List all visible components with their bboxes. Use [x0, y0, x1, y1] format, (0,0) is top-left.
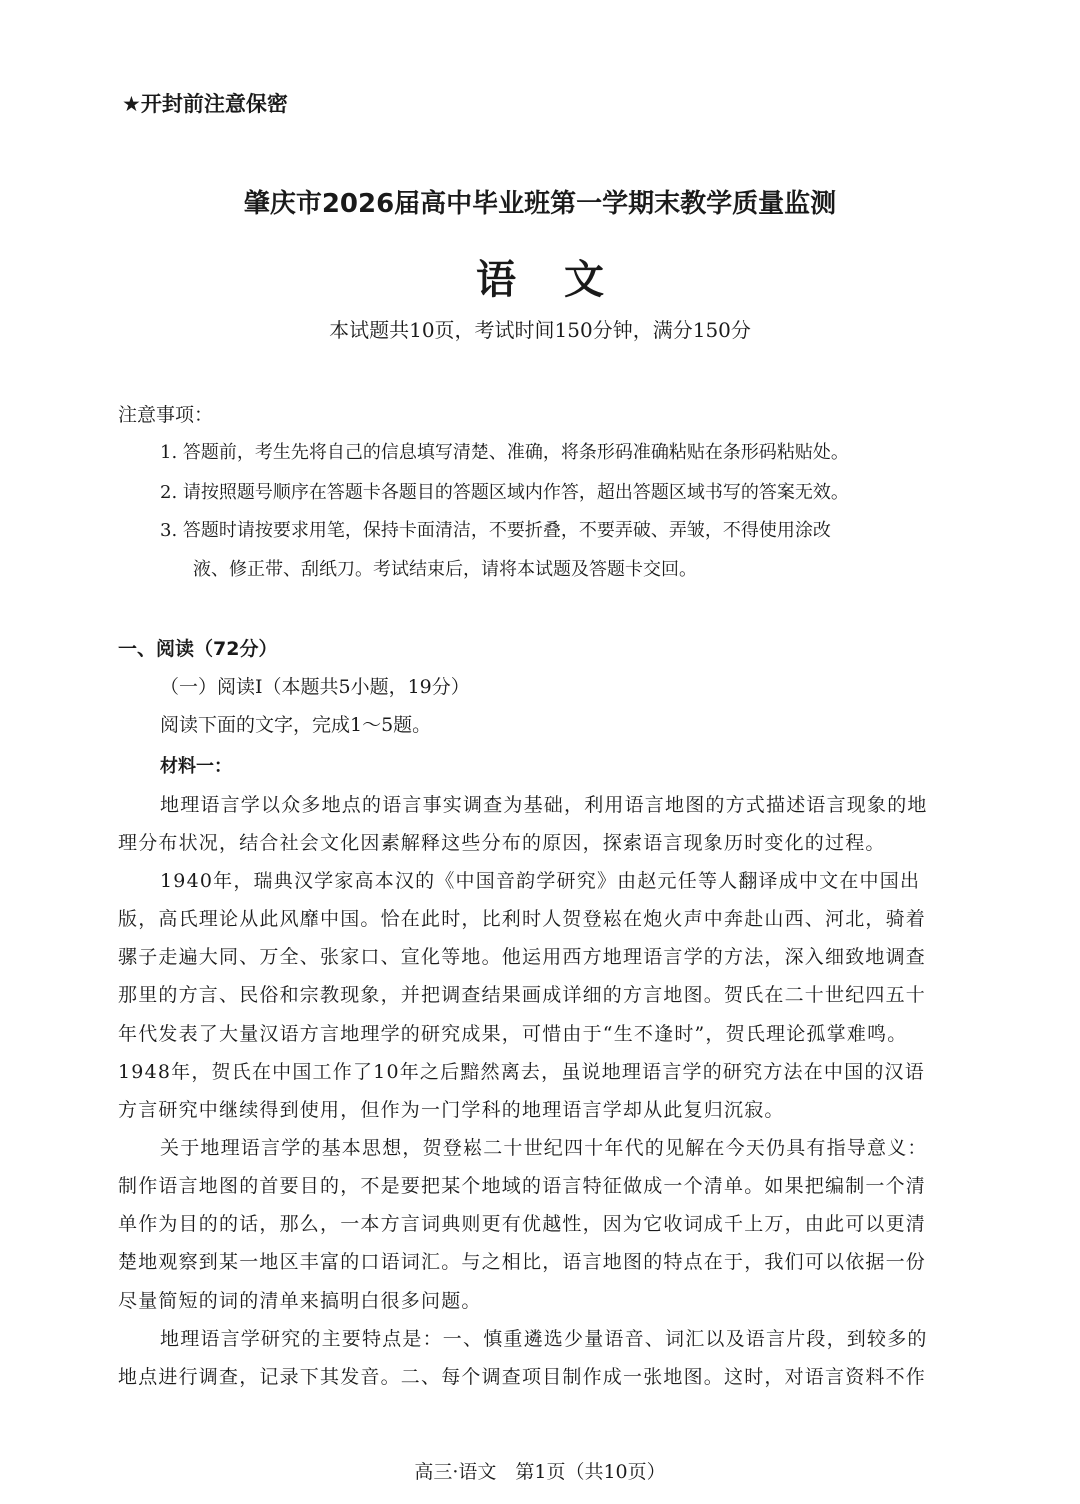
- body-line: 地点进行调查，记录下其发音。二、每个调查项目制作成一张地图。这时，对语言资料不作: [118, 1366, 927, 1388]
- exam-info: 本试题共10页，考试时间150分钟，满分150分: [329, 318, 751, 342]
- body-line: 1940年，瑞典汉学家高本汉的《中国音韵学研究》由赵元任等人翻译成中文在中国出: [160, 870, 921, 892]
- notice-item: 1. 答题前，考生先将自己的信息填写清楚、准确，将条形码准确粘贴在条形码粘贴处。: [160, 442, 849, 463]
- body-line: 单作为目的的话，那么，一本方言词典则更有优越性，因为它收词成千上万，由此可以更清: [118, 1213, 927, 1235]
- body-line: 制作语言地图的首要目的，不是要把某个地域的语言特征做成一个清单。如果把编制一个清: [118, 1175, 927, 1197]
- notices-heading: 注意事项：: [118, 404, 214, 426]
- subsection-heading: （一）阅读Ⅰ（本题共5小题，19分）: [160, 676, 470, 698]
- notice-item-continued: 液、修正带、刮纸刀。考试结束后，请将本试题及答题卡交回。: [193, 559, 697, 580]
- notice-item: 3. 答题时请按要求用笔，保持卡面清洁，不要折叠，不要弄破、弄皱，不得使用涂改: [160, 520, 831, 541]
- notice-item: 2. 请按照题号顺序在答题卡各题目的答题区域内作答，超出答题区域书写的答案无效。: [160, 482, 849, 503]
- body-line: 地理语言学研究的主要特点是：一、慎重遴选少量语音、词汇以及语言片段，到较多的: [160, 1328, 928, 1350]
- subject-title: 语文: [476, 256, 652, 303]
- exam-title: 肇庆市2026届高中毕业班第一学期末教学质量监测: [243, 189, 837, 219]
- secrecy-notice: ★开封前注意保密: [122, 92, 288, 116]
- body-line: 方言研究中继续得到使用，但作为一门学科的地理语言学却从此复归沉寂。: [118, 1099, 785, 1121]
- body-line: 关于地理语言学的基本思想，贺登崧二十世纪四十年代的见解在今天仍具有指导意义：: [160, 1137, 928, 1159]
- body-line: 尽量简短的词的清单来搞明白很多问题。: [118, 1290, 482, 1312]
- body-line: 1948年，贺氏在中国工作了10年之后黯然离去，虽说地理语言学的研究方法在中国的汉语: [118, 1061, 925, 1083]
- instruction: 阅读下面的文字，完成1～5题。: [160, 714, 432, 736]
- section-heading: 一、阅读（72分）: [118, 638, 278, 660]
- body-line: 那里的方言、民俗和宗教现象，并把调查结果画成详细的方言地图。贺氏在二十世纪四五十: [118, 984, 927, 1006]
- body-line: 理分布状况，结合社会文化因素解释这些分布的原因，探索语言现象历时变化的过程。: [118, 832, 886, 854]
- body-line: 年代发表了大量汉语方言地理学的研究成果，可惜由于“生不逢时”，贺氏理论孤掌难鸣。: [118, 1023, 908, 1045]
- page-footer: 高三·语文 第1页（共10页）: [414, 1461, 666, 1483]
- material-label: 材料一：: [160, 756, 232, 777]
- body-line: 骡子走遍大同、万全、张家口、宣化等地。他运用西方地理语言学的方法，深入细致地调查: [118, 946, 927, 968]
- body-line: 地理语言学以众多地点的语言事实调查为基础，利用语言地图的方式描述语言现象的地: [160, 794, 928, 816]
- body-line: 版，高氏理论从此风靡中国。恰在此时，比利时人贺登崧在炮火声中奔赴山西、河北，骑着: [118, 908, 927, 930]
- body-line: 楚地观察到某一地区丰富的口语词汇。与之相比，语言地图的特点在于，我们可以依据一份: [118, 1251, 927, 1273]
